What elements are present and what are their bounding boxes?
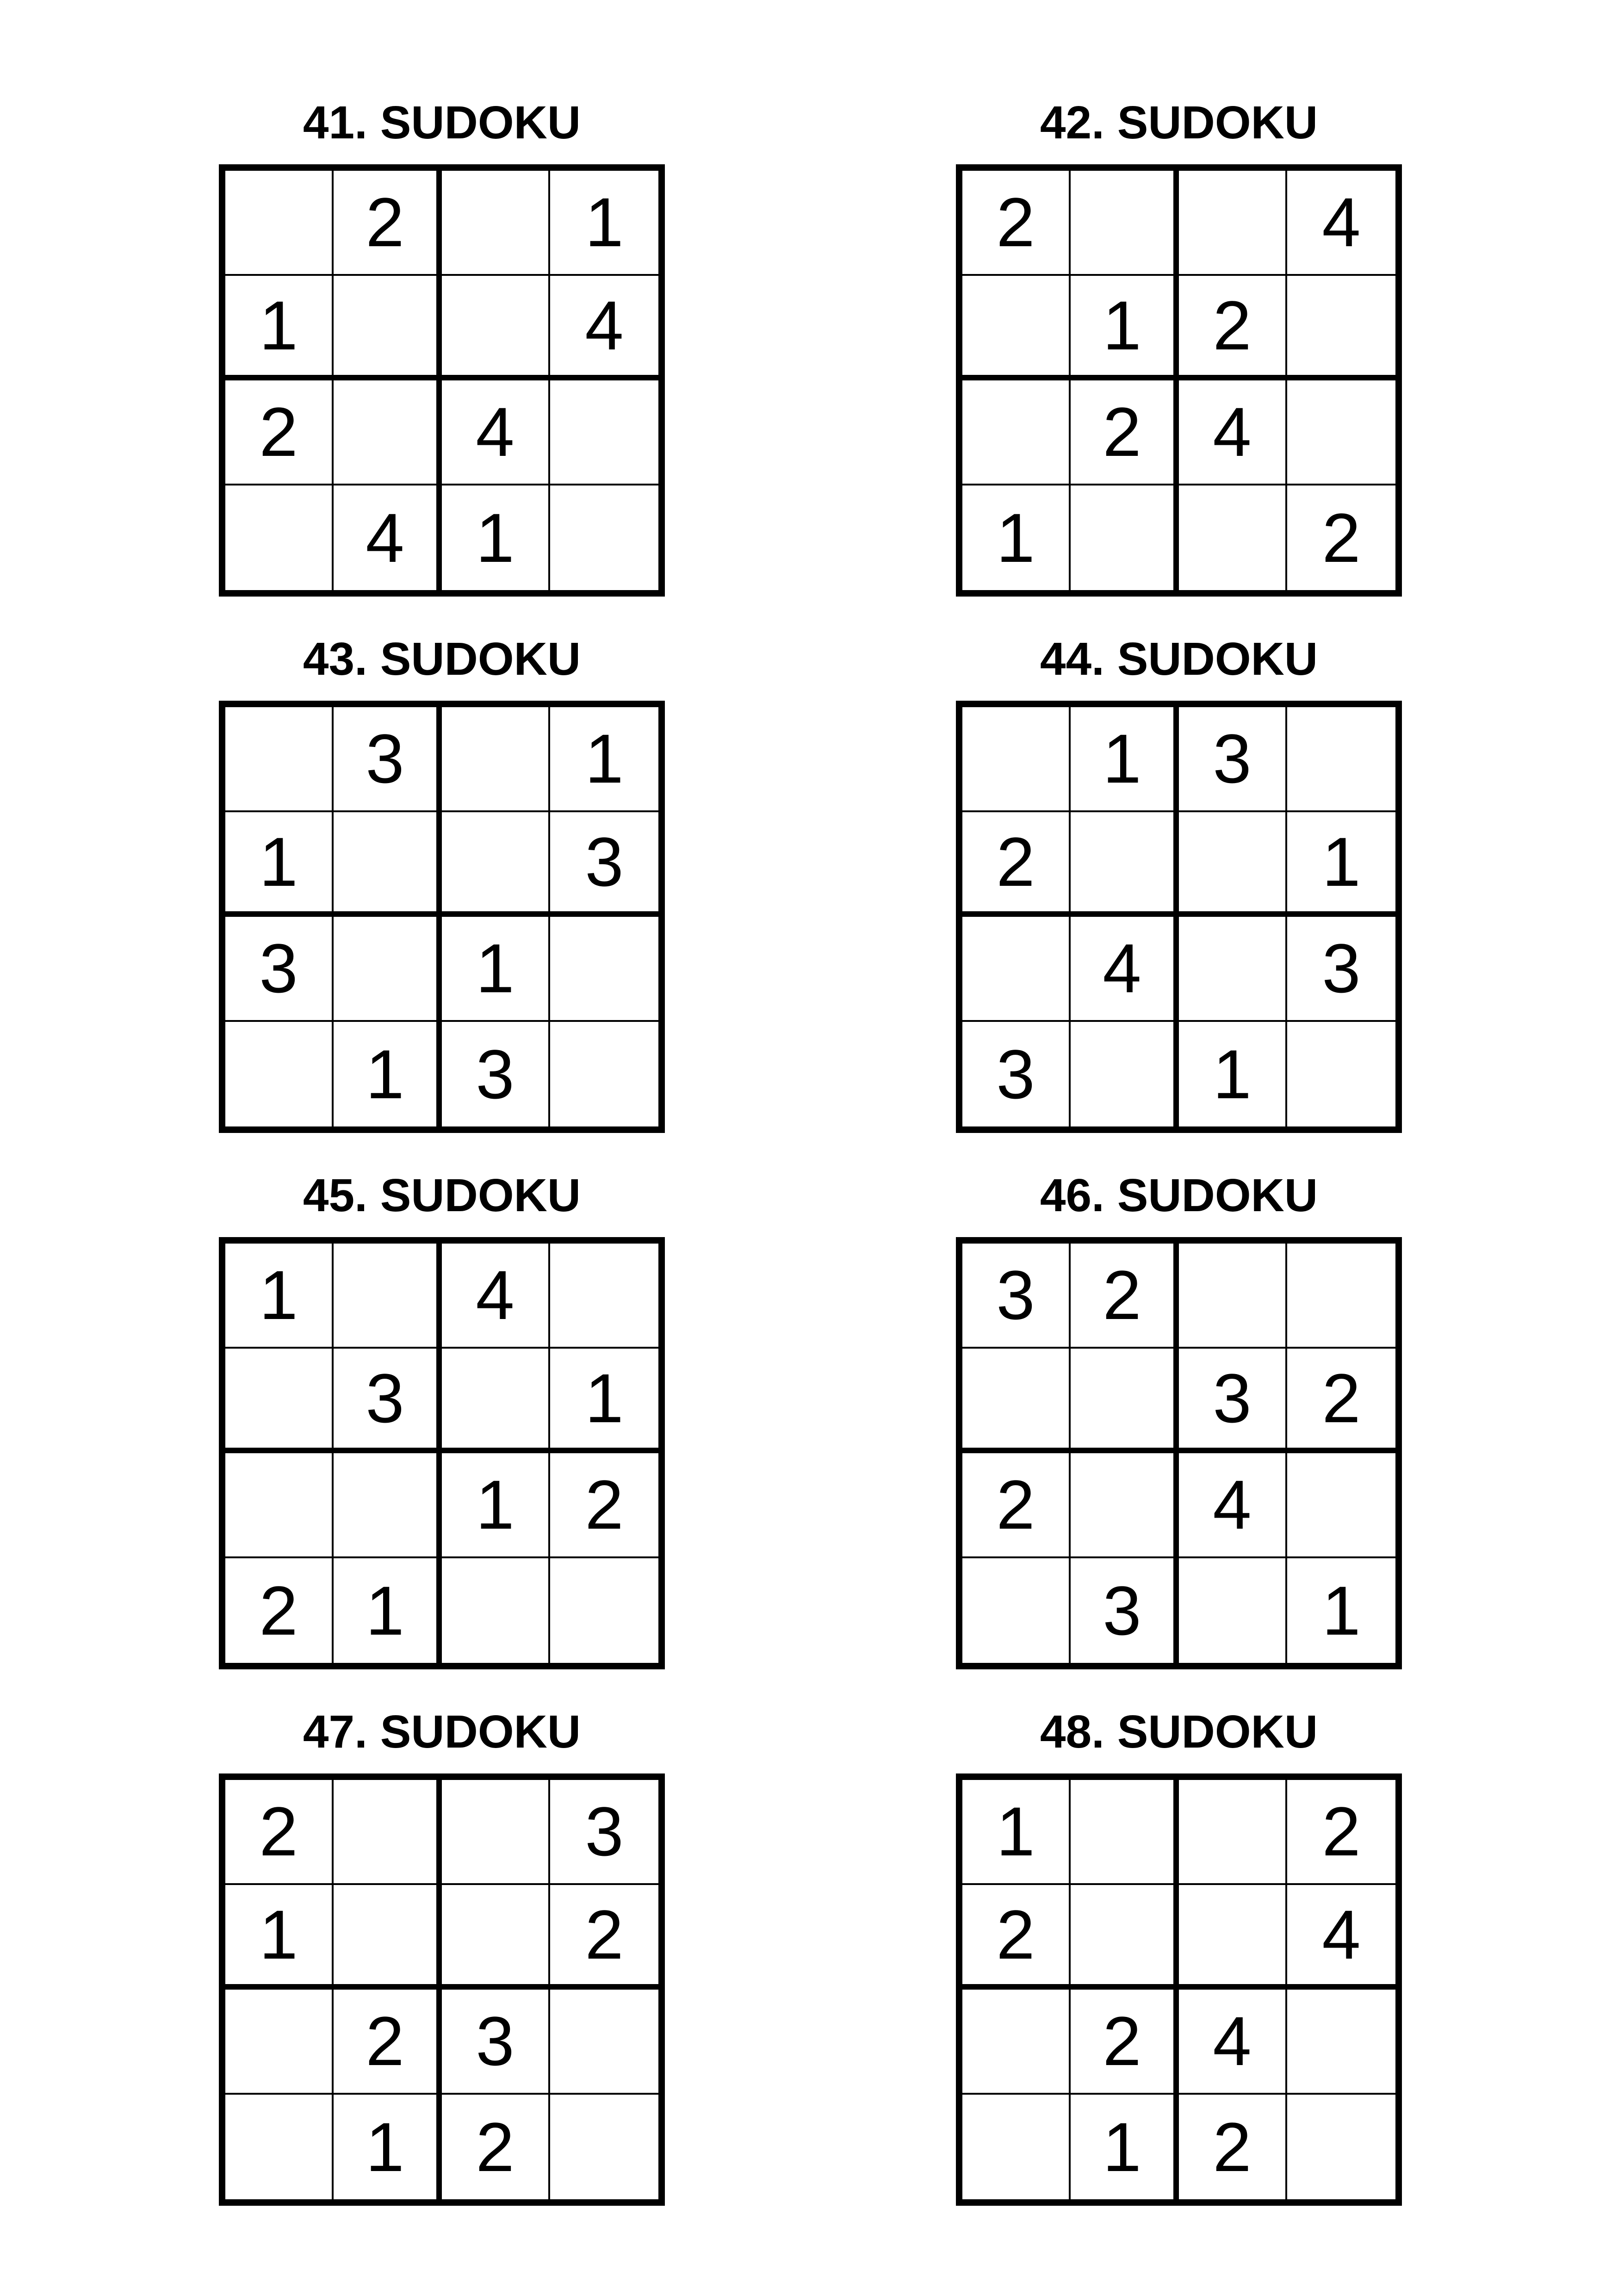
sudoku-cell: 2 xyxy=(225,1780,334,1885)
sudoku-cell xyxy=(962,1558,1071,1663)
sudoku-cell xyxy=(334,1885,442,1990)
sudoku-cell: 4 xyxy=(1179,1453,1287,1558)
sudoku-cell: 1 xyxy=(962,485,1071,591)
sudoku-cell xyxy=(442,812,550,917)
sudoku-cell: 4 xyxy=(1287,1885,1395,1990)
sudoku-cell xyxy=(962,707,1071,812)
sudoku-cell xyxy=(442,171,550,276)
sudoku-cell xyxy=(550,485,658,591)
sudoku-cell: 2 xyxy=(1071,1990,1179,2095)
sudoku-cell xyxy=(550,1990,658,2095)
sudoku-cell xyxy=(442,1885,550,1990)
sudoku-cell xyxy=(1179,1244,1287,1349)
sudoku-cell: 1 xyxy=(1287,812,1395,917)
sudoku-cell: 4 xyxy=(1071,917,1179,1022)
sudoku-cell: 3 xyxy=(550,1780,658,1885)
sudoku-grid xyxy=(956,164,1402,597)
puzzle-title: 47. SUDOKU xyxy=(303,1706,581,1758)
sudoku-cell xyxy=(225,1349,334,1454)
sudoku-cell: 3 xyxy=(442,1022,550,1127)
sudoku-cell: 3 xyxy=(1179,1349,1287,1454)
sudoku-cell xyxy=(225,707,334,812)
sudoku-cell xyxy=(225,1990,334,2095)
sudoku-cell xyxy=(442,276,550,381)
sudoku-grid xyxy=(956,1237,1402,1669)
sudoku-cell: 1 xyxy=(334,1558,442,1663)
sudoku-cell xyxy=(962,276,1071,381)
sudoku-cell: 3 xyxy=(1071,1558,1179,1663)
puzzle-title: 45. SUDOKU xyxy=(303,1170,581,1221)
sudoku-cell: 2 xyxy=(1287,1780,1395,1885)
sudoku-cell xyxy=(1179,1780,1287,1885)
sudoku-cell xyxy=(550,917,658,1022)
sudoku-cell: 2 xyxy=(334,171,442,276)
sudoku-cell xyxy=(1287,380,1395,485)
sudoku-cell xyxy=(1071,171,1179,276)
sudoku-cell: 4 xyxy=(1287,171,1395,276)
sudoku-cell: 1 xyxy=(225,1885,334,1990)
sudoku-cell: 1 xyxy=(550,171,658,276)
sudoku-cell: 2 xyxy=(550,1885,658,1990)
sudoku-cell: 2 xyxy=(1179,276,1287,381)
sudoku-cell xyxy=(962,917,1071,1022)
sudoku-cell xyxy=(442,1349,550,1454)
sudoku-cell xyxy=(1179,917,1287,1022)
sudoku-cell xyxy=(334,812,442,917)
sudoku-cell xyxy=(550,2095,658,2200)
sudoku-cell: 2 xyxy=(962,1453,1071,1558)
sudoku-grid xyxy=(956,1773,1402,2206)
sudoku-grid xyxy=(219,1773,665,2206)
sudoku-cell xyxy=(1287,1022,1395,1127)
sudoku-cell: 1 xyxy=(442,1453,550,1558)
sudoku-cell: 1 xyxy=(1071,276,1179,381)
puzzle-title: 43. SUDOKU xyxy=(303,633,581,685)
sudoku-cell xyxy=(962,1349,1071,1454)
sudoku-cell: 1 xyxy=(225,812,334,917)
sudoku-cell: 1 xyxy=(334,1022,442,1127)
sudoku-cell: 2 xyxy=(1071,380,1179,485)
sudoku-cell: 2 xyxy=(225,380,334,485)
sudoku-cell xyxy=(1179,1885,1287,1990)
sudoku-cell: 3 xyxy=(962,1022,1071,1127)
sudoku-cell: 1 xyxy=(962,1780,1071,1885)
sudoku-cell xyxy=(962,2095,1071,2200)
sudoku-cell: 3 xyxy=(442,1990,550,2095)
sudoku-cell xyxy=(962,380,1071,485)
puzzle-title: 41. SUDOKU xyxy=(303,97,581,149)
sudoku-cell: 1 xyxy=(550,1349,658,1454)
sudoku-cell xyxy=(334,1244,442,1349)
sudoku-cell: 1 xyxy=(1322,1571,1361,1649)
sudoku-cell xyxy=(1287,1990,1395,2095)
sudoku-cell xyxy=(225,1022,334,1127)
sudoku-cell: 3 xyxy=(334,707,442,812)
sudoku-cell: 2 xyxy=(962,812,1071,917)
sudoku-cell xyxy=(442,1558,550,1663)
sudoku-cell: 1 xyxy=(442,917,550,1022)
puzzle-title: 46. SUDOKU xyxy=(1040,1170,1318,1221)
sudoku-cell xyxy=(442,1780,550,1885)
sudoku-cell xyxy=(1071,485,1179,591)
sudoku-cell xyxy=(550,1244,658,1349)
puzzle-title: 48. SUDOKU xyxy=(1040,1706,1318,1758)
sudoku-cell: 1 xyxy=(1179,1022,1287,1127)
sudoku-cell: 2 xyxy=(442,2095,550,2200)
sudoku-cell: 2 xyxy=(225,1558,334,1663)
sudoku-cell: 1 xyxy=(225,276,334,381)
sudoku-cell: 3 xyxy=(1287,917,1395,1022)
sudoku-cell: 4 xyxy=(442,380,550,485)
sudoku-cell xyxy=(334,1780,442,1885)
sudoku-cell xyxy=(1287,1244,1395,1349)
sudoku-cell: 2 xyxy=(962,1885,1071,1990)
sudoku-cell: 2 xyxy=(550,1453,658,1558)
sudoku-cell xyxy=(962,1990,1071,2095)
sudoku-cell xyxy=(1287,707,1395,812)
sudoku-cell xyxy=(550,1022,658,1127)
puzzle-title: 44. SUDOKU xyxy=(1040,633,1318,685)
sudoku-cell: 1 xyxy=(1071,707,1179,812)
sudoku-cell: 2 xyxy=(1287,1349,1395,1454)
sudoku-cell xyxy=(1071,1885,1179,1990)
sudoku-cell xyxy=(334,276,442,381)
sudoku-cell xyxy=(1071,1022,1179,1127)
sudoku-cell xyxy=(1071,812,1179,917)
sudoku-cell: 3 xyxy=(225,917,334,1022)
sudoku-cell: 4 xyxy=(442,1244,550,1349)
sudoku-cell: 2 xyxy=(962,171,1071,276)
sudoku-cell: 1 xyxy=(442,485,550,591)
sudoku-cell xyxy=(334,1453,442,1558)
sudoku-cell xyxy=(550,1558,658,1663)
sudoku-cell: 1 xyxy=(550,707,658,812)
sudoku-cell xyxy=(1287,276,1395,381)
sudoku-cell: 3 xyxy=(334,1349,442,1454)
sudoku-cell: 4 xyxy=(550,276,658,381)
sudoku-cell xyxy=(225,2095,334,2200)
puzzle-title: 42. SUDOKU xyxy=(1040,97,1318,149)
sudoku-cell: 1 xyxy=(1071,2095,1179,2200)
sudoku-cell xyxy=(334,917,442,1022)
sudoku-cell: 4 xyxy=(1179,1990,1287,2095)
sudoku-cell xyxy=(1179,171,1287,276)
sudoku-cell xyxy=(1287,2095,1395,2200)
sudoku-cell: 2 xyxy=(1071,1244,1179,1349)
sudoku-cell xyxy=(1179,812,1287,917)
sudoku-cell xyxy=(550,380,658,485)
sudoku-cell: 1 xyxy=(334,2095,442,2200)
sudoku-cell: 2 xyxy=(1179,2095,1287,2200)
sudoku-grid xyxy=(219,1237,665,1669)
sudoku-cell xyxy=(1071,1349,1179,1454)
sudoku-cell xyxy=(1179,1558,1287,1663)
sudoku-cell xyxy=(225,1453,334,1558)
sudoku-cell xyxy=(1071,1453,1179,1558)
sudoku-cell xyxy=(1071,1780,1179,1885)
sudoku-cell: 1 xyxy=(225,1244,334,1349)
sudoku-cell: 2 xyxy=(1322,498,1361,577)
sudoku-cell: 3 xyxy=(962,1244,1071,1349)
sudoku-grid xyxy=(956,701,1402,1133)
sudoku-cell xyxy=(1287,1453,1395,1558)
sudoku-cell: 3 xyxy=(1179,707,1287,812)
sudoku-cell xyxy=(334,380,442,485)
sudoku-cell xyxy=(225,171,334,276)
sudoku-cell xyxy=(442,707,550,812)
sudoku-cell xyxy=(225,485,334,591)
sudoku-cell: 3 xyxy=(550,812,658,917)
sudoku-grid xyxy=(219,701,665,1133)
sudoku-grid xyxy=(219,164,665,597)
sudoku-cell: 4 xyxy=(1179,380,1287,485)
sudoku-cell xyxy=(1179,485,1287,591)
sudoku-cell: 2 xyxy=(334,1990,442,2095)
sudoku-cell: 4 xyxy=(334,485,442,591)
